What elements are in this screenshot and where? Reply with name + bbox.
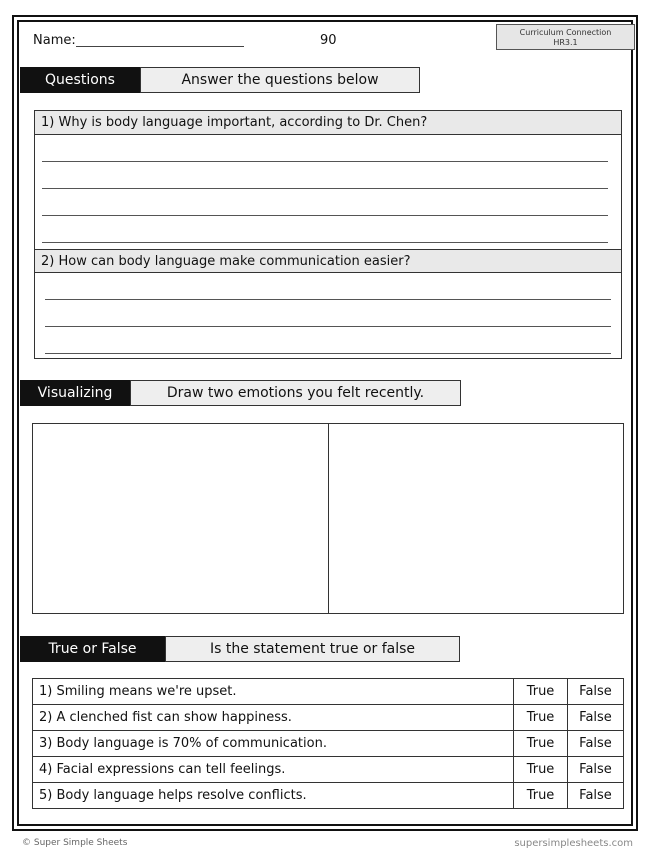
statement-4: 4) Facial expressions can tell feelings.	[33, 757, 514, 783]
name-field[interactable]	[76, 46, 244, 47]
curriculum-connection-box	[496, 24, 635, 50]
true-option[interactable]: True	[514, 783, 568, 809]
visualizing-instruction: Draw two emotions you felt recently.	[130, 380, 461, 406]
table-row	[33, 783, 624, 809]
visualizing-section-header	[20, 380, 461, 406]
answer-line[interactable]	[45, 326, 611, 327]
questions-tab: Questions	[20, 67, 140, 93]
true-option[interactable]: True	[514, 731, 568, 757]
true-false-instruction: Is the statement true or false	[165, 636, 460, 662]
statement-2: 2) A clenched fist can show happiness.	[33, 705, 514, 731]
table-row	[33, 757, 624, 783]
answer-line[interactable]	[42, 242, 608, 243]
answer-line[interactable]	[45, 299, 611, 300]
statement-5: 5) Body language helps resolve conflicts.	[33, 783, 514, 809]
false-option[interactable]: False	[568, 783, 624, 809]
name-label: Name:	[33, 33, 76, 48]
copyright-text: © Super Simple Sheets	[22, 838, 128, 848]
table-row	[33, 705, 624, 731]
false-option[interactable]: False	[568, 705, 624, 731]
curriculum-code: HR3.1	[553, 38, 578, 47]
questions-instruction: Answer the questions below	[140, 67, 420, 93]
true-option[interactable]: True	[514, 705, 568, 731]
question-1: 1) Why is body language important, according to Dr. Chen?	[35, 111, 621, 135]
false-option[interactable]: False	[568, 679, 624, 705]
score-value: 90	[320, 33, 337, 48]
answer-line[interactable]	[42, 188, 608, 189]
true-option[interactable]: True	[514, 679, 568, 705]
website-text: supersimplesheets.com	[514, 838, 633, 849]
visualizing-tab: Visualizing	[20, 380, 130, 406]
table-row	[33, 679, 624, 705]
true-false-table	[32, 678, 624, 809]
questions-box	[34, 110, 622, 359]
answer-line[interactable]	[42, 161, 608, 162]
drawing-divider	[328, 424, 329, 613]
false-option[interactable]: False	[568, 731, 624, 757]
statement-1: 1) Smiling means we're upset.	[33, 679, 514, 705]
statement-3: 3) Body language is 70% of communication.	[33, 731, 514, 757]
answer-line[interactable]	[45, 353, 611, 354]
true-false-tab: True or False	[20, 636, 165, 662]
drawing-area[interactable]	[32, 423, 624, 614]
questions-section-header	[20, 67, 420, 93]
true-option[interactable]: True	[514, 757, 568, 783]
question-2: 2) How can body language make communication easier?	[35, 249, 621, 273]
true-false-section-header	[20, 636, 460, 662]
answer-line[interactable]	[42, 215, 608, 216]
curriculum-title: Curriculum Connection	[519, 28, 612, 37]
table-row	[33, 731, 624, 757]
false-option[interactable]: False	[568, 757, 624, 783]
